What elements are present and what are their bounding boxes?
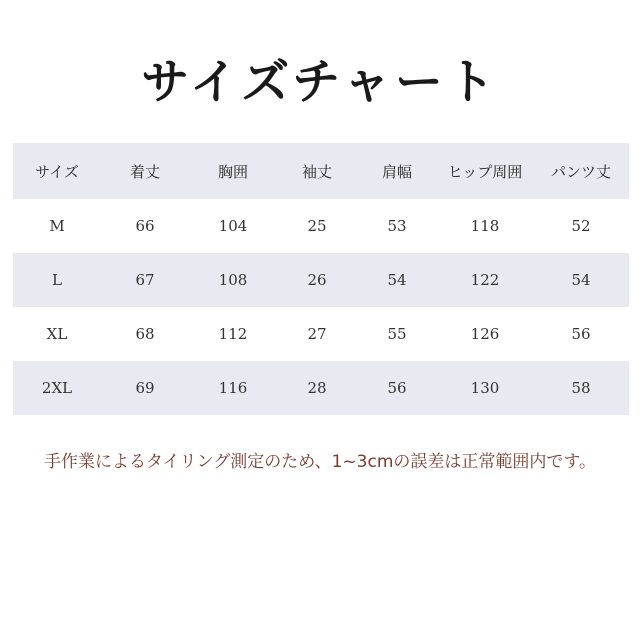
table-cell: L — [52, 271, 62, 289]
table-cell: 28 — [307, 379, 327, 397]
table-row — [13, 253, 629, 307]
header-chest: 胸囲 — [217, 162, 248, 181]
table-row — [13, 307, 629, 361]
table-row — [13, 361, 629, 415]
table-cell: 67 — [135, 271, 155, 289]
header-shoulder: 肩幅 — [381, 162, 412, 181]
header-pants-length: パンツ丈 — [550, 162, 611, 181]
table-cell: 54 — [387, 271, 407, 289]
table-cell: 130 — [470, 379, 500, 397]
table-cell: 56 — [387, 379, 407, 397]
table-cell: 118 — [470, 217, 500, 235]
header-size: サイズ — [35, 162, 79, 181]
table-cell: 25 — [307, 217, 327, 235]
table-cell: 53 — [387, 217, 407, 235]
table-cell: 126 — [470, 325, 500, 343]
table-cell: 108 — [218, 271, 248, 289]
table-cell: 116 — [218, 379, 248, 397]
table-cell: XL — [46, 325, 68, 343]
table-cell: 2XL — [41, 379, 73, 397]
header-hip: ヒップ周囲 — [447, 162, 523, 181]
table-row — [13, 199, 629, 253]
table-cell: 27 — [307, 325, 327, 343]
table-header-row — [13, 143, 629, 199]
table-cell: 68 — [135, 325, 155, 343]
table-cell: 56 — [571, 325, 591, 343]
table-cell: 54 — [571, 271, 591, 289]
table-cell: 55 — [387, 325, 407, 343]
table-cell: 112 — [218, 325, 248, 343]
size-chart-table — [13, 143, 629, 415]
table-cell: 58 — [571, 379, 591, 397]
measurement-note: 手作業によるタイリング測定のため、1~3cmの誤差は正常範囲内です。 — [43, 452, 597, 472]
table-cell: 104 — [218, 217, 248, 235]
table-cell: 122 — [470, 271, 500, 289]
table-cell: 69 — [135, 379, 155, 397]
table-cell: 52 — [571, 217, 591, 235]
header-sleeve: 袖丈 — [301, 162, 332, 181]
page-title: サイズチャート — [141, 54, 499, 110]
table-cell: 66 — [135, 217, 155, 235]
table-cell: 26 — [307, 271, 327, 289]
header-length: 着丈 — [129, 162, 160, 181]
table-cell: M — [49, 217, 65, 235]
